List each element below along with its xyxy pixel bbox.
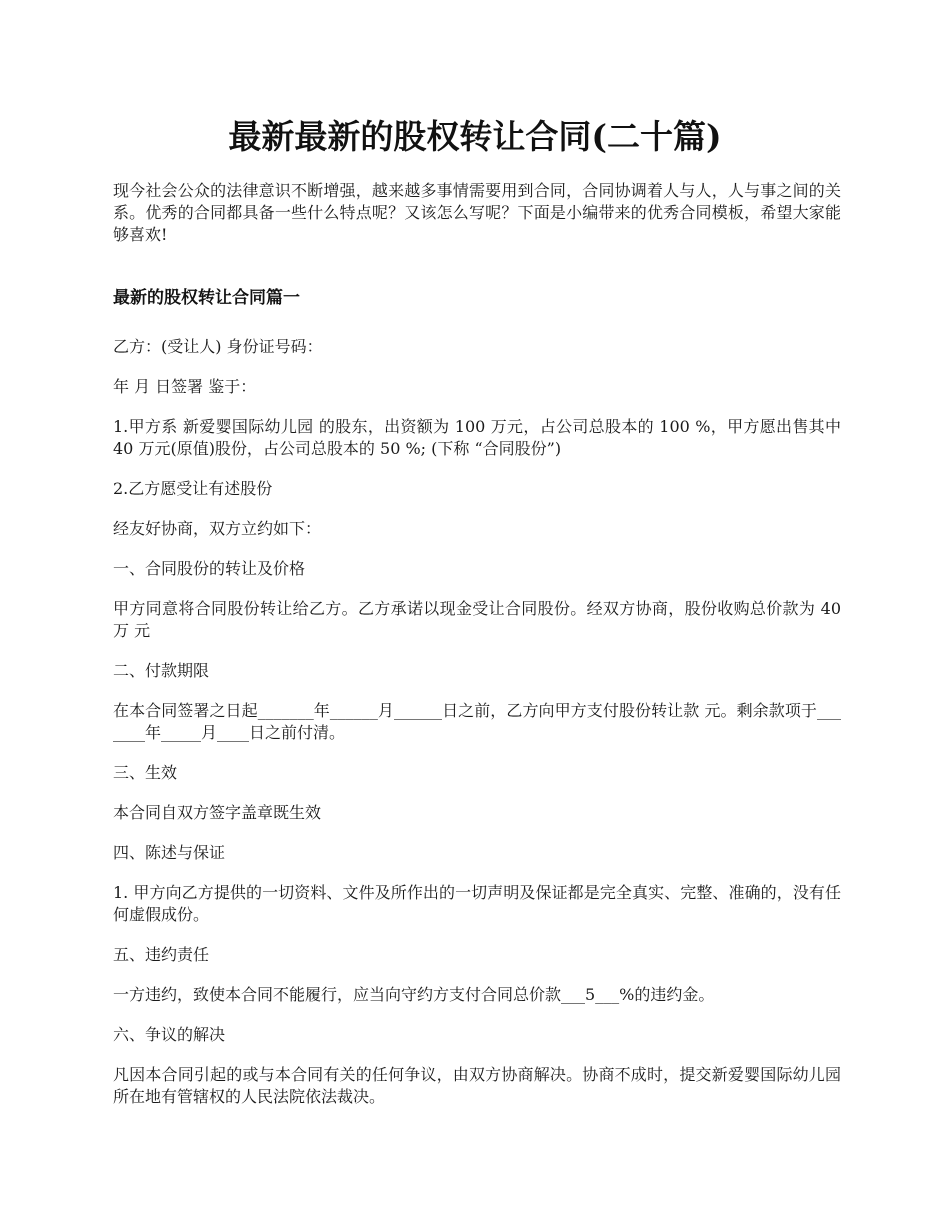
intro-paragraph: 现今社会公众的法律意识不断增强，越来越多事情需要用到合同，合同协调着人与人，人与事之间的关系。优秀的合同都具备一些什么特点呢？又该怎么写呢？下面是小编带来的优秀合同模板，希望大家能够喜欢! [113,181,841,244]
article-4-heading: 四、陈述与保证 [113,843,226,862]
party-b-line: 乙方：(受让人) 身份证号码： [113,337,323,356]
signing-date-line: 年 月 日签署 鉴于： [113,377,257,396]
article-2-heading: 二、付款期限 [113,661,210,680]
section-heading: 最新的股权转让合同篇一 [113,288,300,308]
article-5-paragraph: 一方违约，致使本合同不能履行，应当向守约方支付合同总价款___5___%的违约金。 [113,985,715,1004]
article-6-paragraph: 凡因本合同引起的或与本合同有关的任何争议，由双方协商解决。协商不成时，提交新爱婴国际幼儿园所在地有管辖权的人民法院依法裁决。 [113,1065,841,1106]
article-4-paragraph: 1. 甲方向乙方提供的一切资料、文件及所作出的一切声明及保证都是完全真实、完整、准确的，没有任何虚假成份。 [113,883,841,924]
article-3-heading: 三、生效 [113,763,178,782]
article-3-paragraph: 本合同自双方签字盖章既生效 [113,803,322,822]
agreement-lead-paragraph: 经友好协商，双方立约如下： [113,519,322,538]
document-body [113,180,841,1126]
clause-1-paragraph: 1.甲方系 新爱婴国际幼儿园 的股东，出资额为 100 万元，占公司总股本的 100 %，甲方愿出售其中 40 万元(原值)股份，占公司总股本的 50 %; (下称 “合同股份”) [113,417,841,458]
document-title: 最新最新的股权转让合同(二十篇) [228,117,722,156]
article-1-heading: 一、合同股份的转让及价格 [113,559,306,578]
article-5-heading: 五、违约责任 [113,945,210,964]
article-2-paragraph: 在本合同签署之日起_______年______月______日之前，乙方向甲方支付股份转让款 元。剩余款项于_______年_____月____日之前付清。 [113,701,841,742]
clause-2-paragraph: 2.乙方愿受让有述股份 [113,479,273,498]
article-6-heading: 六、争议的解决 [113,1025,226,1044]
article-1-paragraph: 甲方同意将合同股份转让给乙方。乙方承诺以现金受让合同股份。经双方协商，股份收购总价款为 40 万 元 [113,599,841,640]
